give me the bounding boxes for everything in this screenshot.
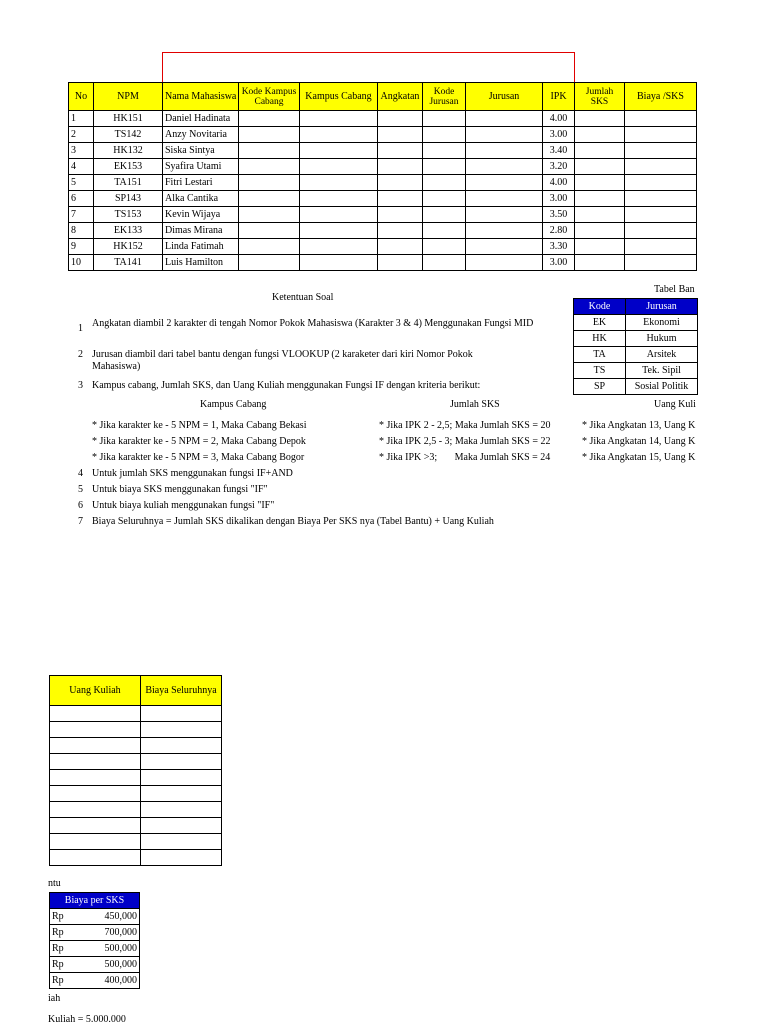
bantu-row	[574, 363, 698, 379]
cell-uang-kuliah[interactable]	[50, 706, 141, 722]
bantu-cell-kode[interactable]: TA	[574, 347, 626, 363]
cell-kode-kampus[interactable]	[239, 255, 300, 271]
cell-biaya-value[interactable]: 700,000	[76, 925, 140, 941]
cell-kode-kampus[interactable]	[239, 111, 300, 127]
cell-npm[interactable]: TS153	[94, 207, 163, 223]
main-table	[68, 82, 697, 271]
cell-uang-kuliah[interactable]	[50, 802, 141, 818]
cell-npm[interactable]: EK133	[94, 223, 163, 239]
bantu-row	[574, 379, 698, 395]
rule-text-1: Angkatan diambil 2 karakter di tengah Nomor Pokok Mahasiswa (Karakter 3 & 4) Menggunakan Fungsi MID	[92, 318, 534, 329]
header-kampus-cabang[interactable]: Kampus Cabang	[300, 83, 378, 111]
cell-uang-kuliah[interactable]	[50, 770, 141, 786]
rule-num-4: 4	[78, 468, 83, 479]
cell-jumlah-sks[interactable]	[575, 111, 625, 127]
cell-no[interactable]: 6	[69, 191, 94, 207]
bantu-cell-jurusan[interactable]: Sosial Politik	[626, 379, 698, 395]
cell-kampus-cabang[interactable]	[300, 159, 378, 175]
rule-num-6: 6	[78, 500, 83, 511]
cell-biaya-sks[interactable]	[625, 223, 697, 239]
cell-ipk[interactable]: 3.00	[543, 255, 575, 271]
cell-ipk[interactable]: 3.00	[543, 127, 575, 143]
cell-kode-kampus[interactable]	[239, 223, 300, 239]
cell-kampus-cabang[interactable]	[300, 175, 378, 191]
uang-title: Uang Kuli	[654, 399, 696, 410]
cell-biaya-seluruhnya[interactable]	[141, 754, 222, 770]
cell-no[interactable]: 9	[69, 239, 94, 255]
kampus-title: Kampus Cabang	[200, 399, 267, 410]
kampus-rule-3: * Jika karakter ke - 5 NPM = 3, Maka Cabang Bogor	[92, 452, 305, 463]
cell-angkatan[interactable]	[378, 127, 423, 143]
header-angkatan[interactable]: Angkatan	[378, 83, 423, 111]
cell-jumlah-sks[interactable]	[575, 255, 625, 271]
header-biaya-seluruhnya[interactable]: Biaya Seluruhnya	[141, 676, 222, 706]
uang-row	[50, 754, 222, 770]
cell-nama[interactable]: Daniel Hadinata	[163, 111, 239, 127]
header-npm[interactable]: NPM	[94, 83, 163, 111]
selection-outline	[162, 52, 575, 83]
cell-angkatan[interactable]	[378, 175, 423, 191]
cell-kode-kampus[interactable]	[239, 159, 300, 175]
cell-currency[interactable]: Rp	[50, 957, 76, 973]
cell-currency[interactable]: Rp	[50, 973, 76, 989]
cell-uang-kuliah[interactable]	[50, 850, 141, 866]
cell-uang-kuliah[interactable]	[50, 818, 141, 834]
cell-jurusan[interactable]	[466, 223, 543, 239]
biaya-row	[50, 925, 140, 941]
rule-text-3: Kampus cabang, Jumlah SKS, dan Uang Kuliah menggunakan Fungsi IF dengan kriteria berikut:	[92, 380, 481, 391]
bantu-cell-jurusan[interactable]: Hukum	[626, 331, 698, 347]
cell-npm[interactable]: HK152	[94, 239, 163, 255]
table-row	[69, 223, 697, 239]
cell-uang-kuliah[interactable]	[50, 754, 141, 770]
rule-num-7: 7	[78, 516, 83, 527]
cell-jurusan[interactable]	[466, 143, 543, 159]
cell-angkatan[interactable]	[378, 191, 423, 207]
cell-biaya-sks[interactable]	[625, 159, 697, 175]
cell-biaya-value[interactable]: 450,000	[76, 909, 140, 925]
bantu-cell-kode[interactable]: EK	[574, 315, 626, 331]
cell-kode-kampus[interactable]	[239, 191, 300, 207]
cell-biaya-sks[interactable]	[625, 143, 697, 159]
cell-kampus-cabang[interactable]	[300, 143, 378, 159]
uang-table	[49, 675, 222, 866]
table-row	[69, 111, 697, 127]
uang-row	[50, 738, 222, 754]
bantu-cell-kode[interactable]: TS	[574, 363, 626, 379]
bantu-row	[574, 331, 698, 347]
cell-biaya-seluruhnya[interactable]	[141, 802, 222, 818]
biaya-row	[50, 973, 140, 989]
header-no[interactable]: No	[69, 83, 94, 111]
cell-no[interactable]: 4	[69, 159, 94, 175]
cell-jurusan[interactable]	[466, 127, 543, 143]
cell-angkatan[interactable]	[378, 239, 423, 255]
cell-jumlah-sks[interactable]	[575, 175, 625, 191]
cell-biaya-sks[interactable]	[625, 239, 697, 255]
header-ipk[interactable]: IPK	[543, 83, 575, 111]
rule-text-2: Jurusan diambil dari tabel bantu dengan fungsi VLOOKUP (2 karaketer dari kiri Nomor Pokok Mahasiswa)	[92, 349, 473, 372]
table-row	[69, 143, 697, 159]
cell-jurusan[interactable]	[466, 239, 543, 255]
bantu-header-jurusan[interactable]: Jurusan	[626, 299, 698, 315]
cell-npm[interactable]: HK151	[94, 111, 163, 127]
cell-ipk[interactable]: 3.50	[543, 207, 575, 223]
cell-biaya-sks[interactable]	[625, 255, 697, 271]
cell-kode-kampus[interactable]	[239, 175, 300, 191]
uang-row	[50, 706, 222, 722]
cell-angkatan[interactable]	[378, 207, 423, 223]
cell-jumlah-sks[interactable]	[575, 223, 625, 239]
table-row	[69, 207, 697, 223]
cell-jumlah-sks[interactable]	[575, 239, 625, 255]
cell-nama[interactable]: Fitri Lestari	[163, 175, 239, 191]
cell-nama[interactable]: Anzy Novitaria	[163, 127, 239, 143]
rule-text-6: Untuk biaya kuliah menggunakan fungsi "IF"	[92, 500, 275, 511]
cell-kampus-cabang[interactable]	[300, 239, 378, 255]
cell-angkatan[interactable]	[378, 159, 423, 175]
cell-kode-kampus[interactable]	[239, 127, 300, 143]
cell-angkatan[interactable]	[378, 223, 423, 239]
cell-kode-jurusan[interactable]	[423, 239, 466, 255]
cell-currency[interactable]: Rp	[50, 941, 76, 957]
header-nama[interactable]: Nama Mahasiswa	[163, 83, 239, 111]
cell-kode-kampus[interactable]	[239, 207, 300, 223]
cell-jurusan[interactable]	[466, 111, 543, 127]
cell-ipk[interactable]: 4.00	[543, 111, 575, 127]
cell-kampus-cabang[interactable]	[300, 255, 378, 271]
cell-jumlah-sks[interactable]	[575, 127, 625, 143]
cell-currency[interactable]: Rp	[50, 909, 76, 925]
cell-biaya-value[interactable]: 400,000	[76, 973, 140, 989]
bantu-cell-jurusan[interactable]: Tek. Sipil	[626, 363, 698, 379]
header-biaya-sks[interactable]: Biaya /SKS	[625, 83, 697, 111]
cell-kode-jurusan[interactable]	[423, 255, 466, 271]
cell-biaya-sks[interactable]	[625, 207, 697, 223]
sks-rule-1: * Jika IPK 2 - 2,5; Maka Jumlah SKS = 20	[379, 420, 551, 431]
uang-row	[50, 722, 222, 738]
rule-text-7: Biaya Seluruhnya = Jumlah SKS dikalikan dengan Biaya Per SKS nya (Tabel Bantu) + Uang Kuliah	[92, 516, 494, 527]
cell-jumlah-sks[interactable]	[575, 143, 625, 159]
cell-no[interactable]: 5	[69, 175, 94, 191]
tabel-bantu-title: Tabel Ban	[654, 284, 695, 295]
tabel-bantu	[573, 298, 698, 395]
uang-row	[50, 770, 222, 786]
cell-angkatan[interactable]	[378, 143, 423, 159]
cell-no[interactable]: 10	[69, 255, 94, 271]
cell-ipk[interactable]: 2.80	[543, 223, 575, 239]
cell-biaya-seluruhnya[interactable]	[141, 738, 222, 754]
header-jumlah-sks[interactable]: Jumlah SKS	[575, 83, 625, 111]
header-kode-jurusan[interactable]: Kode Jurusan	[423, 83, 466, 111]
sks-rule-3: * Jika IPK >3; Maka Jumlah SKS = 24	[379, 452, 551, 463]
cell-nama[interactable]: Alka Cantika	[163, 191, 239, 207]
cell-ipk[interactable]: 3.40	[543, 143, 575, 159]
cell-jurusan[interactable]	[466, 255, 543, 271]
rule-text-4: Untuk jumlah SKS menggunakan fungsi IF+AND	[92, 468, 293, 479]
header-jurusan[interactable]: Jurusan	[466, 83, 543, 111]
cell-ipk[interactable]: 3.20	[543, 159, 575, 175]
table-row	[69, 127, 697, 143]
cell-no[interactable]: 8	[69, 223, 94, 239]
cell-kode-kampus[interactable]	[239, 143, 300, 159]
cell-jumlah-sks[interactable]	[575, 207, 625, 223]
cell-ipk[interactable]: 4.00	[543, 175, 575, 191]
cell-kampus-cabang[interactable]	[300, 111, 378, 127]
uang-rule-3: * Jika Angkatan 15, Uang K	[582, 452, 696, 463]
sks-title: Jumlah SKS	[450, 399, 500, 410]
cell-kode-jurusan[interactable]	[423, 159, 466, 175]
cell-uang-kuliah[interactable]	[50, 722, 141, 738]
cell-uang-kuliah[interactable]	[50, 786, 141, 802]
bantu-row	[574, 315, 698, 331]
table-row	[69, 159, 697, 175]
cell-jumlah-sks[interactable]	[575, 191, 625, 207]
bantu-cell-jurusan[interactable]: Arsitek	[626, 347, 698, 363]
cell-biaya-value[interactable]: 500,000	[76, 957, 140, 973]
uang-row	[50, 818, 222, 834]
cell-kode-jurusan[interactable]	[423, 223, 466, 239]
cell-kode-jurusan[interactable]	[423, 175, 466, 191]
cell-kode-jurusan[interactable]	[423, 143, 466, 159]
biaya-title-fragment: ntu	[48, 878, 61, 889]
table-row	[69, 191, 697, 207]
biaya-table	[49, 892, 140, 989]
uang-row	[50, 850, 222, 866]
bantu-header-kode[interactable]: Kode	[574, 299, 626, 315]
cell-kode-jurusan[interactable]	[423, 127, 466, 143]
cell-jurusan[interactable]	[466, 159, 543, 175]
uang-row	[50, 834, 222, 850]
biaya-row	[50, 909, 140, 925]
cell-npm[interactable]: TA141	[94, 255, 163, 271]
cell-kampus-cabang[interactable]	[300, 223, 378, 239]
biaya-row	[50, 957, 140, 973]
header-uang-kuliah[interactable]: Uang Kuliah	[50, 676, 141, 706]
cell-ipk[interactable]: 3.30	[543, 239, 575, 255]
fragment-kuliah: Kuliah = 5.000.000	[48, 1014, 126, 1025]
header-biaya-per-sks[interactable]: Biaya per SKS	[50, 893, 140, 909]
cell-kode-kampus[interactable]	[239, 239, 300, 255]
bantu-row	[574, 347, 698, 363]
kampus-rule-2: * Jika karakter ke - 5 NPM = 2, Maka Cabang Depok	[92, 436, 306, 447]
cell-nama[interactable]: Linda Fatimah	[163, 239, 239, 255]
cell-kode-jurusan[interactable]	[423, 207, 466, 223]
cell-no[interactable]: 1	[69, 111, 94, 127]
cell-kampus-cabang[interactable]	[300, 191, 378, 207]
table-row	[69, 175, 697, 191]
uang-row	[50, 802, 222, 818]
cell-kode-jurusan[interactable]	[423, 111, 466, 127]
table-row	[69, 255, 697, 271]
cell-jurusan[interactable]	[466, 175, 543, 191]
cell-jumlah-sks[interactable]	[575, 159, 625, 175]
sks-rule-2: * Jika IPK 2,5 - 3; Maka Jumlah SKS = 22	[379, 436, 551, 447]
cell-nama[interactable]: Kevin Wijaya	[163, 207, 239, 223]
cell-no[interactable]: 7	[69, 207, 94, 223]
cell-angkatan[interactable]	[378, 111, 423, 127]
cell-biaya-sks[interactable]	[625, 127, 697, 143]
cell-kampus-cabang[interactable]	[300, 207, 378, 223]
biaya-row	[50, 941, 140, 957]
bantu-cell-kode[interactable]: SP	[574, 379, 626, 395]
ketentuan-title: Ketentuan Soal	[272, 292, 334, 303]
cell-biaya-seluruhnya[interactable]	[141, 722, 222, 738]
cell-nama[interactable]: Siska Sintya	[163, 143, 239, 159]
cell-biaya-sks[interactable]	[625, 111, 697, 127]
cell-biaya-seluruhnya[interactable]	[141, 818, 222, 834]
cell-biaya-value[interactable]: 500,000	[76, 941, 140, 957]
uang-row	[50, 786, 222, 802]
cell-no[interactable]: 3	[69, 143, 94, 159]
cell-npm[interactable]: TA151	[94, 175, 163, 191]
cell-biaya-sks[interactable]	[625, 191, 697, 207]
cell-no[interactable]: 2	[69, 127, 94, 143]
cell-npm[interactable]: EK153	[94, 159, 163, 175]
cell-biaya-seluruhnya[interactable]	[141, 834, 222, 850]
cell-uang-kuliah[interactable]	[50, 738, 141, 754]
cell-npm[interactable]: TS142	[94, 127, 163, 143]
table-row	[69, 239, 697, 255]
cell-biaya-seluruhnya[interactable]	[141, 706, 222, 722]
rule-text-5: Untuk biaya SKS menggunakan fungsi "IF"	[92, 484, 268, 495]
cell-npm[interactable]: SP143	[94, 191, 163, 207]
cell-jurusan[interactable]	[466, 207, 543, 223]
rule-num-3: 3	[78, 380, 83, 391]
cell-uang-kuliah[interactable]	[50, 834, 141, 850]
rule-num-5: 5	[78, 484, 83, 495]
cell-ipk[interactable]: 3.00	[543, 191, 575, 207]
uang-rule-2: * Jika Angkatan 14, Uang K	[582, 436, 696, 447]
cell-angkatan[interactable]	[378, 255, 423, 271]
header-kode-kampus[interactable]: Kode Kampus Cabang	[239, 83, 300, 111]
cell-biaya-sks[interactable]	[625, 175, 697, 191]
bantu-cell-jurusan[interactable]: Ekonomi	[626, 315, 698, 331]
uang-rule-1: * Jika Angkatan 13, Uang K	[582, 420, 696, 431]
cell-biaya-seluruhnya[interactable]	[141, 850, 222, 866]
cell-kampus-cabang[interactable]	[300, 127, 378, 143]
cell-nama[interactable]: Dimas Mirana	[163, 223, 239, 239]
cell-jurusan[interactable]	[466, 191, 543, 207]
cell-currency[interactable]: Rp	[50, 925, 76, 941]
cell-nama[interactable]: Luis Hamilton	[163, 255, 239, 271]
cell-biaya-seluruhnya[interactable]	[141, 770, 222, 786]
cell-npm[interactable]: HK132	[94, 143, 163, 159]
rule-num-1: 1	[78, 323, 83, 334]
cell-biaya-seluruhnya[interactable]	[141, 786, 222, 802]
kampus-rule-1: * Jika karakter ke - 5 NPM = 1, Maka Cabang Bekasi	[92, 420, 307, 431]
rule-num-2: 2	[78, 349, 83, 360]
cell-kode-jurusan[interactable]	[423, 191, 466, 207]
bantu-cell-kode[interactable]: HK	[574, 331, 626, 347]
fragment-ah: iah	[48, 993, 61, 1004]
cell-nama[interactable]: Syafira Utami	[163, 159, 239, 175]
